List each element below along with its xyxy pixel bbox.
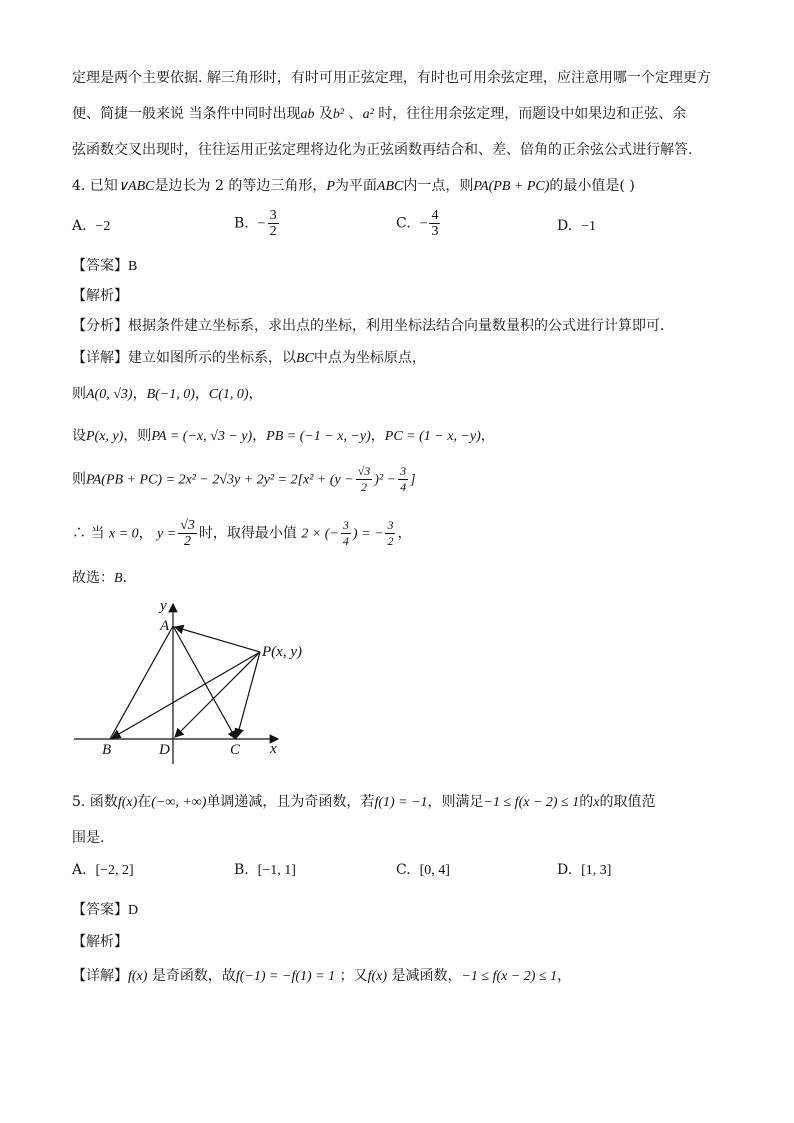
q5-detail: 【详解】f(x) 是奇函数，故f(−1) = −f(1) = 1 ；又f(x) 是减函数，−1 ≤ f(x − 2) ≤ 1， — [72, 968, 572, 984]
segment-ac — [173, 626, 236, 739]
label-d: D — [159, 742, 170, 758]
q4-choose: 故选：B． — [72, 570, 137, 586]
vector-pa — [175, 627, 260, 652]
q5-analysis-tag: 【解析】 — [72, 934, 128, 950]
q5-stem-line-2: 围是. — [72, 830, 105, 846]
q4-vectors: 设P(x, y)，则PA = (−x, √3 − y)，PB = (−1 − x, −y)，PC = (1 − x, −y)， — [72, 428, 495, 444]
q4-dot-product: 则PA(PB + PC) = 2x² − 2√3y + 2y² = 2[x² + (y − $\frac{√3}{2}$ )² − $\frac{3}{4}$ ] — [72, 464, 416, 494]
q5-stem: 5. 函数f(x)在(−∞, +∞)单调递减，且为奇函数，若f(1) = −1，则满足−1 ≤ f(x − 2) ≤ 1的x的取值范 — [72, 794, 656, 810]
intro-line-3: 弦函数交叉出现时，往往运用正弦定理将边化为正弦函数再结合和、差、倍角的正余弦公式进行解答. — [72, 142, 693, 158]
q5-option-c: C. [0, 4] — [396, 862, 450, 878]
label-y: y — [160, 598, 167, 614]
intro-line-1: 定理是两个主要依据. 解三角形时，有时可用正弦定理，有时也可用余弦定理，应注意用哪一个定理更方 — [72, 70, 711, 86]
q4-option-d: D. −1 — [557, 218, 596, 234]
q5-answer: 【答案】D — [72, 902, 139, 918]
q4-coords: 则A(0, √3)，B(−1, 0)，C(1, 0)， — [72, 386, 263, 402]
q4-minimum: ∴ 当 x = 0， y = $\frac{√3}{2}$ 时，取得最小值 2 × (− $\frac{3}{4}$ ) = − $\frac{3}{2}$ ， — [72, 518, 412, 549]
vector-pc — [237, 652, 260, 737]
intro-line-2: 便、简捷一般来说 当条件中同时出现ab 及b² 、a² 时，往往用余弦定理，而题设中如果边和正弦、余 — [72, 106, 687, 122]
label-a: A — [160, 618, 170, 634]
label-x: x — [270, 741, 277, 757]
segment-ab — [110, 626, 173, 739]
label-c: C — [230, 742, 241, 758]
coordinate-figure — [70, 596, 310, 766]
q5-option-a: A. [−2, 2] — [72, 862, 134, 878]
q4-option-a: A. −2 — [72, 218, 111, 234]
q4-detail: 【详解】建立如图所示的坐标系，以BC中点为坐标原点， — [72, 350, 426, 366]
q4-analysis-tag: 【解析】 — [72, 288, 128, 304]
q4-option-c: C. − $\frac{4}{3}$ — [396, 208, 439, 239]
label-p: P(x, y) — [262, 644, 302, 660]
q5-option-d: D. [1, 3] — [557, 862, 612, 878]
q4-fenxi: 【分析】根据条件建立坐标系，求出点的坐标，利用坐标法结合向量数量积的公式进行计算即可． — [72, 318, 674, 334]
q4-stem: 4. 已知∨ABC是边长为 2 的等边三角形，P为平面ABC内一点，则PA(PB + PC)的最小值是( ) — [72, 178, 635, 194]
label-b: B — [102, 742, 112, 758]
q4-option-b: B. − $\frac{3}{2}$ — [234, 208, 277, 239]
q5-option-b: B. [−1, 1] — [234, 862, 296, 878]
q4-answer: 【答案】B — [72, 258, 138, 274]
